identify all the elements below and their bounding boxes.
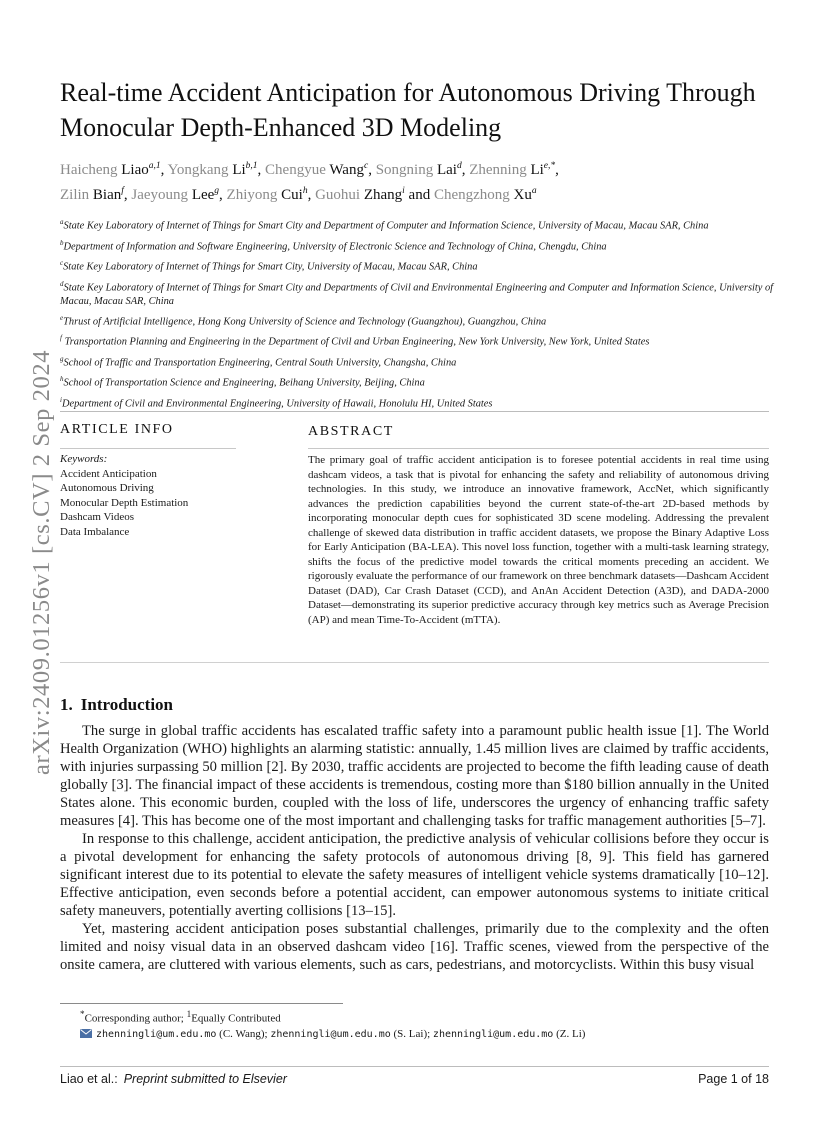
- affiliation: $^e$Thrust of Artificial Intelligence, Hong Kong University of Science and Technology (Guangzhou), Guangzhou, China: [60, 313, 547, 328]
- author[interactable]: Zhiyong Cui$^h$,: [226, 186, 316, 203]
- affiliation-list: [60, 216, 775, 415]
- paragraph: Yet, mastering accident anticipation poses substantial challenges, primarily due to the complexity and the often limited and noisy visual data in an observed dashcam video [16]. Traffic scenes, viewed from the perspective of the onsite camera, are cluttered with various elements, such as cars, pedestrians, and motorcyclists. Within this busy visual: [60, 921, 769, 973]
- arxiv-watermark: [24, 255, 64, 775]
- abstract-bottom-divider: [60, 662, 769, 663]
- author[interactable]: Zhenning $Li^{e,*}$,: [469, 161, 559, 178]
- footer-divider: [60, 1066, 769, 1067]
- email-link[interactable]: zhenningli@um.edu.mo: [432, 1028, 554, 1040]
- keyword: Accident Anticipation: [60, 467, 157, 480]
- affiliation: $^d$State Key Laboratory of Internet of Things for Smart City and Departments of Civil and Environmental Engineering and Computer and Information Science, University of Macau, Macau SAR, China: [60, 279, 774, 307]
- affiliation: $^h$School of Transportation Science and Engineering, Beihang University, Beijing, China: [60, 375, 425, 389]
- author[interactable]: Yongkang Li$^{b,1}$,: [167, 161, 266, 178]
- keyword: Data Imbalance: [60, 525, 130, 538]
- footnotes: [80, 1007, 780, 1042]
- affiliation: $^g$School of Traffic and Transportation Engineering, Central South University, Changsha, China: [60, 354, 457, 369]
- author[interactable]: Haicheng Liao$^{a,1}$,: [60, 161, 168, 178]
- and-word: and: [408, 187, 431, 203]
- affiliation: $^a$State Key Laboratory of Internet of Things for Smart City and Department of Computer and Information Science, University of Macau, Macau SAR, China: [60, 218, 709, 232]
- affiliation: $^f$ Transportation Planning and Engineering in the Department of Civil and Urban Engineering, New York University, New York, United States: [60, 334, 650, 348]
- arxiv-id-text: arXiv:2409.01256v1 [cs.CV] 2 Sep 2024: [28, 349, 55, 775]
- article-info-divider: [60, 448, 236, 449]
- paragraph: The surge in global traffic accidents has escalated traffic safety into a paramount public health issue [1]. The World Health Organization (WHO) highlights an alarming statistic: annually, 1.45 million lives are claimed by traffic accidents, with injuries surpassing 50 million [2]. By 2030, traffic accidents are projected to become the fifth leading cause of death globally [3]. The financial impact of these accidents is tremendous, costing more than $180 billion annually in the United States alone. This economic burden, coupled with the loss of life, underscores the urgency of enhancing traffic safety measures [4]. This has become one of the most important and challenging tasks for traffic management authorities [5–7].: [60, 723, 769, 829]
- mail-icon: [80, 1029, 92, 1038]
- article-info-heading: ARTICLE INFO: [60, 422, 174, 437]
- page-number: Page 1 of 18: [698, 1072, 769, 1086]
- keywords-label: Keywords:: [60, 453, 108, 465]
- author[interactable]: Chengzhong Xu$^a$: [433, 186, 537, 203]
- keyword: Dashcam Videos: [60, 511, 134, 523]
- email-link[interactable]: zhenningli@um.edu.mo: [270, 1028, 391, 1040]
- paper-title: Real-time Accident Anticipation for Autonomous Driving Through Monocular Depth-Enhanced 3D Modeling: [60, 78, 756, 142]
- affiliation: $^c$State Key Laboratory of Internet of Things for Smart City, University of Macau, Macau SAR, China: [60, 259, 478, 273]
- abstract-divider: [308, 448, 769, 449]
- keyword: Autonomous Driving: [60, 482, 154, 494]
- keyword: Monocular Depth Estimation: [60, 496, 189, 509]
- footnote-corresponding: *Corresponding author; $^1$Equally Contributed: [80, 1009, 281, 1025]
- keywords-block: [60, 452, 188, 539]
- section-number: 1.: [60, 695, 73, 714]
- abstract-text: The primary goal of traffic accident anticipation is to foresee potential accidents in real time using dashcam videos, a task that is pivotal for enhancing the safety and reliability of autonomous driving technologies. In this study, we introduce an innovative framework, AccNet, which significantly advances the prediction capabilities beyond the current state-of-the-art 2D-based methods by incorporating monocular depth cues for sophisticated 3D scene modeling. Addressing the prevalent challenge of skewed data distribution in traffic accident datasets, we propose the Binary Adaptive Loss for Early Anticipation (BA-LEA). This novel loss function, together with a multi-task learning strategy, shifts the focus of the predictive model towards the critical moments preceding an accident. We rigorously evaluate the performance of our framework on three benchmark datasets—Dashcam Accident Dataset (DAD), Car Crash Dataset (CCD), and AnAn Accident Detection (A3D), and DADA-2000 Dataset—demonstrating its superior predictive accuracy through key metrics such as Average Precision (AP) and mean Time-To-Accident (mTTA).: [308, 454, 769, 627]
- author[interactable]: Zilin Bian$^f$,: [60, 186, 132, 203]
- section-title: Introduction: [80, 695, 174, 714]
- footer-running-head: Liao et al.: Preprint submitted to Elsevier: [60, 1072, 287, 1086]
- email-link[interactable]: zhenningli@um.edu.mo: [96, 1028, 217, 1040]
- author[interactable]: Jaeyoung Lee$^g$,: [131, 186, 227, 203]
- paragraph: In response to this challenge, accident anticipation, the predictive analysis of vehicular collisions before they occur is a pivotal development for enhancing the safety protocols of autonomous driving [8, 9]. This field has garnered significant interest due to its potential to elevate the safety measures of intelligent vehicle systems dramatically [10–12]. Effective anticipation, even seconds before a potential accident, can empower autonomous systems to initiate critical safety maneuvers, potentially averting collisions [13–15].: [60, 831, 769, 919]
- author[interactable]: Chengyue Wang$^c$,: [265, 161, 376, 178]
- affiliation: $^i$Department of Civil and Environmental Engineering, University of Hawaii, Honolulu HI, United States: [60, 396, 493, 410]
- author[interactable]: Songning Lai$^d$,: [375, 161, 470, 178]
- abstract-heading: ABSTRACT: [308, 424, 394, 439]
- author[interactable]: Guohui Zhang$^i$: [315, 186, 405, 203]
- introduction-body: [60, 722, 769, 974]
- affiliation: $^b$Department of Information and Software Engineering, University of Electronic Science and Technology of China, Chengdu, China: [60, 238, 607, 253]
- footnote-emails: zhenningli@um.edu.mo (C. Wang); zhenningli@um.edu.mo (S. Lai); zhenningli@um.edu.mo (Z. Li): [80, 1027, 780, 1042]
- header-divider: [60, 411, 769, 412]
- author-list: [60, 156, 780, 206]
- footnote-divider: [60, 1003, 343, 1004]
- section-heading-introduction: [60, 695, 173, 715]
